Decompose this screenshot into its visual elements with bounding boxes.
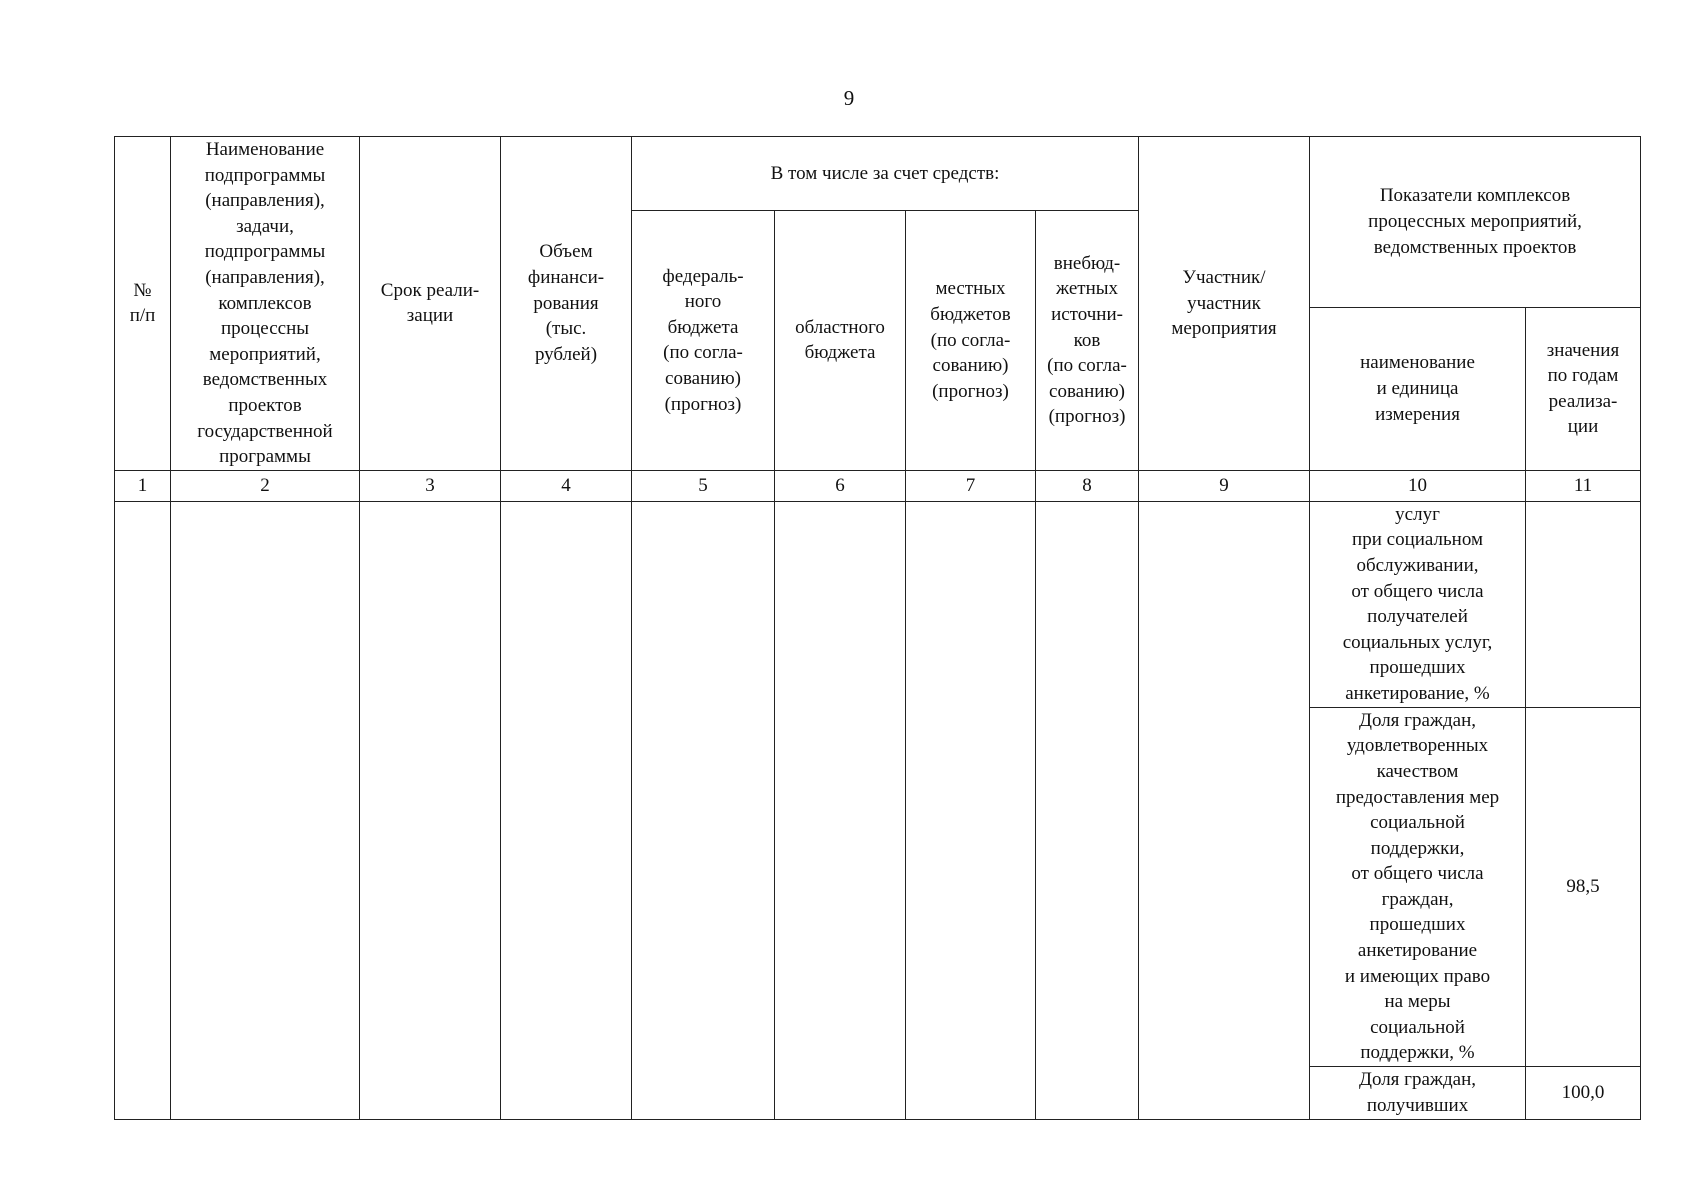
column-number: 2 — [171, 470, 360, 501]
empty-cell — [775, 501, 906, 1119]
column-number: 8 — [1036, 470, 1139, 501]
column-number: 5 — [632, 470, 775, 501]
program-table — [114, 136, 1641, 1120]
header-funds-group: В том числе за счет средств: — [632, 137, 1139, 211]
column-number: 10 — [1310, 470, 1526, 501]
header-federal: федераль- ного бюджета (по согла- сованию) (прогноз) — [632, 211, 775, 471]
column-number: 6 — [775, 470, 906, 501]
empty-cell — [1036, 501, 1139, 1119]
empty-cell — [906, 501, 1036, 1119]
empty-cell — [171, 501, 360, 1119]
header-term: Срок реали- зации — [360, 137, 501, 471]
column-number: 7 — [906, 470, 1036, 501]
header-indicators-group: Показатели комплексов процессных мероприятий, ведомственных проектов — [1310, 137, 1641, 308]
indicator-value — [1526, 501, 1641, 707]
indicator-value: 100,0 — [1526, 1067, 1641, 1120]
column-number-row — [115, 470, 1641, 501]
empty-cell — [115, 501, 171, 1119]
header-indicator-values: значения по годам реализа- ции — [1526, 307, 1641, 470]
indicator-name: Доля граждан, удовлетворенных качеством предоставления мер социальной поддержки, от общего числа граждан, прошедших анкетирование и имеющих право на меры социальной поддержки, % — [1310, 707, 1526, 1066]
column-number: 3 — [360, 470, 501, 501]
indicator-name: услуг при социальном обслуживании, от общего числа получателей социальных услуг, прошедших анкетирование, % — [1310, 501, 1526, 707]
header-extrabudget: внебюд- жетных источни- ков (по согла- сованию) (прогноз) — [1036, 211, 1139, 471]
header-local: местных бюджетов (по согла- сованию) (прогноз) — [906, 211, 1036, 471]
page-number: 9 — [843, 86, 855, 110]
header-number: № п/п — [115, 137, 171, 471]
empty-cell — [1139, 501, 1310, 1119]
header-name: Наименование подпрограммы (направления), задачи, подпрограммы (направления), комплексов процессны мероприятий, ведомственных проектов государственной программы — [171, 137, 360, 471]
header-indicator-name: наименование и единица измерения — [1310, 307, 1526, 470]
header-participant: Участник/ участник мероприятия — [1139, 137, 1310, 471]
column-number: 1 — [115, 470, 171, 501]
table-row — [115, 501, 1641, 707]
header-regional: областного бюджета — [775, 211, 906, 471]
column-number: 9 — [1139, 470, 1310, 501]
indicator-value: 98,5 — [1526, 707, 1641, 1066]
header-volume: Объем финанси- рования (тыс. рублей) — [501, 137, 632, 471]
column-number: 4 — [501, 470, 632, 501]
empty-cell — [360, 501, 501, 1119]
column-number: 11 — [1526, 470, 1641, 501]
indicator-name: Доля граждан, получивших — [1310, 1067, 1526, 1120]
empty-cell — [632, 501, 775, 1119]
empty-cell — [501, 501, 632, 1119]
